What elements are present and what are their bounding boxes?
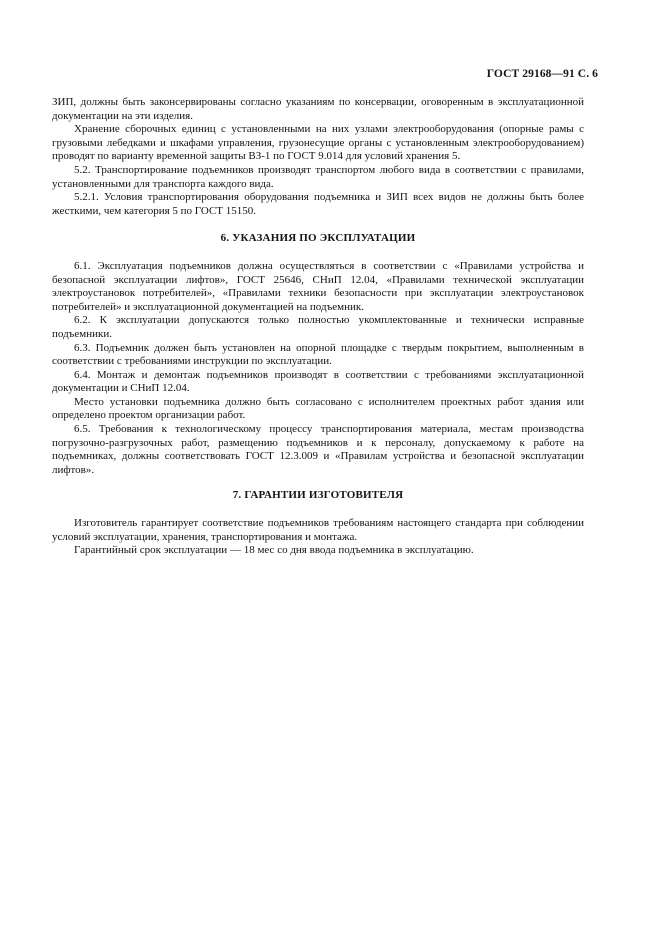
- paragraph-6-5: 6.5. Требования к технологическому процессу транспортирования материала, местам производства погрузочно-разгрузочных работ, размещению подъемников и к персоналу, допускаемому к работе на подъемниках, должны соответствовать ГОСТ 12.3.009 и «Правилам устройства и безопасной эксплуатации лифтов».: [52, 423, 584, 476]
- running-header: ГОСТ 29168—91 С. 6: [486, 68, 598, 80]
- paragraph-6-4: 6.4. Монтаж и демонтаж подъемников производят в соответствии с требованиями эксплуатационной документации и СНиП 12.04.: [52, 368, 584, 395]
- section-7-heading: 7. ГАРАНТИИ ИЗГОТОВИТЕЛЯ: [232, 489, 404, 502]
- paragraph-installation-site: Место установки подъемника должно быть согласовано с исполнителем проектных работ здания или определено проектом организации работ.: [52, 395, 584, 422]
- paragraph-5-2-1: 5.2.1. Условия транспортирования оборудования подъемника и ЗИП всех видов не должны быть более жесткими, чем категория 5 по ГОСТ 15150.: [52, 191, 584, 217]
- document-body: [52, 96, 584, 558]
- paragraph-6-2: 6.2. К эксплуатации допускаются только полностью укомплектованные и технически исправные подъемники.: [52, 314, 584, 340]
- paragraph-zip-conservation: ЗИП, должны быть законсервированы согласно указаниям по консервации, оговоренным в эксплуатационной документации на эти изделия.: [52, 96, 584, 122]
- section-6-heading: 6. УКАЗАНИЯ ПО ЭКСПЛУАТАЦИИ: [220, 232, 416, 245]
- paragraph-warranty-compliance: Изготовитель гарантирует соответствие подъемников требованиям настоящего стандарта при соблюдении условий эксплуатации, хранения, транспортирования и монтажа.: [52, 517, 584, 543]
- paragraph-5-2: 5.2. Транспортирование подъемников производят транспортом любого вида в соответствии с правилами, установленными для транспорта каждого вида.: [52, 163, 584, 190]
- paragraph-6-3: 6.3. Подъемник должен быть установлен на опорной площадке с твердым покрытием, выполненным в соответствии с требованиями инструкции по эксплуатации.: [52, 341, 584, 368]
- paragraph-6-1: 6.1. Эксплуатация подъемников должна осуществляться в соответствии с «Правилами устройства и безопасной эксплуатации лифтов», ГОСТ 25646, СНиП 12.04, «Правилами технической эксплуатации электроустановок потребителей», «Правилами техники безопасности при эксплуатации электроустановок потребителей» и эксплуатационной документацией на подъемник.: [52, 259, 584, 313]
- paragraph-warranty-period: Гарантийный срок эксплуатации — 18 мес со дня ввода подъемника в эксплуатацию.: [74, 544, 474, 557]
- paragraph-storage: Хранение сборочных единиц с установленными на них узлами электрооборудования (опорные рамы с грузовыми лебедками и шкафами управления, грузонесущие органы с установленным электрооборудованием) проводят по варианту временной защиты ВЗ-1 по ГОСТ 9.014 для условий хранения 5.: [52, 123, 584, 163]
